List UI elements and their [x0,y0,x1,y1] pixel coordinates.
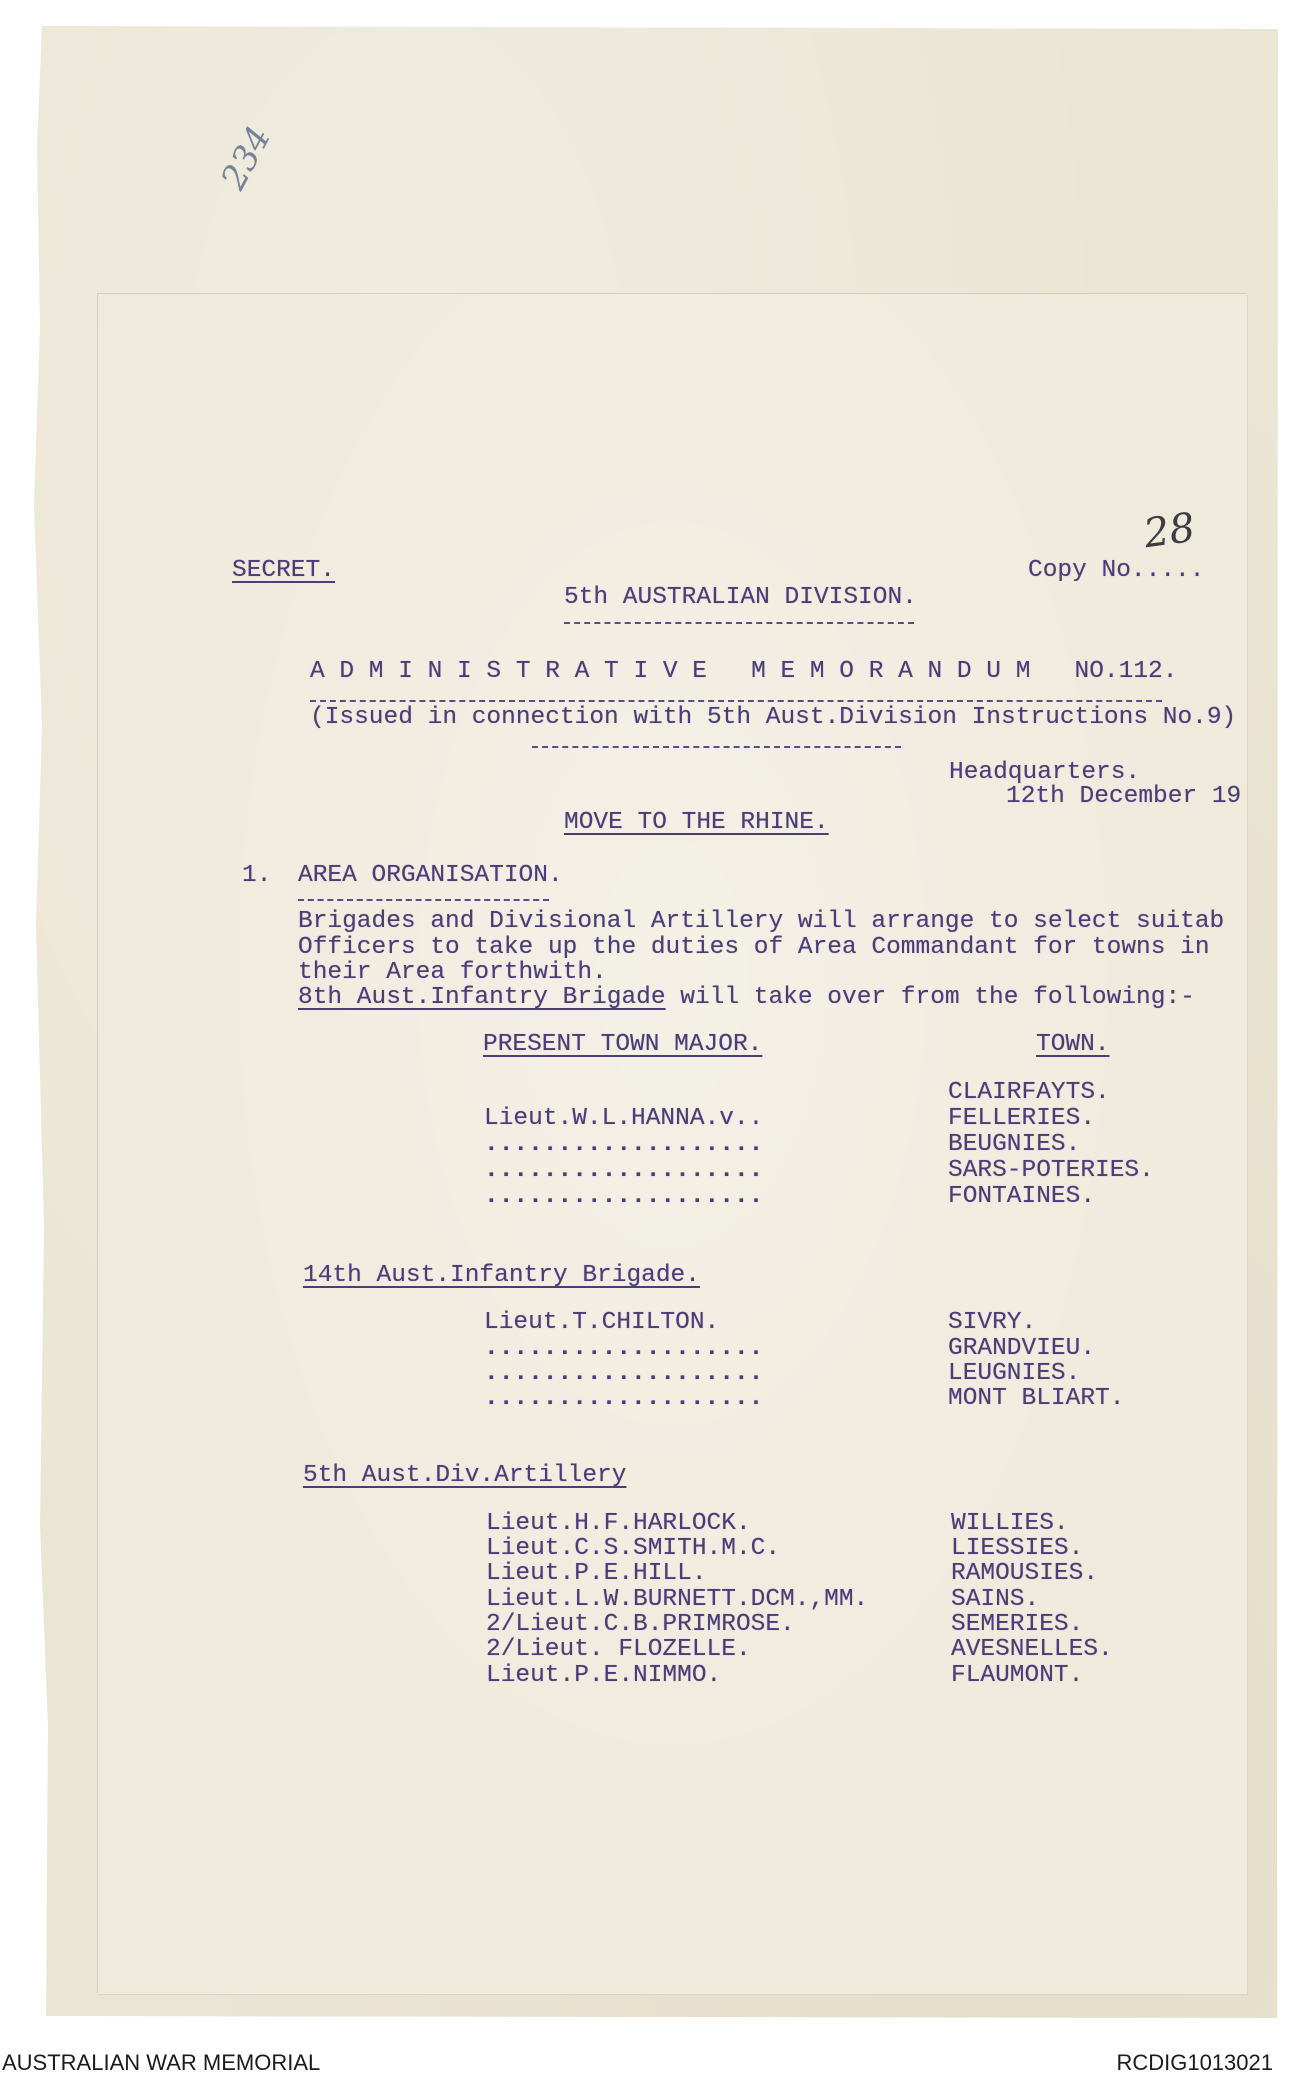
paragraph-line: their Area forthwith. [298,959,607,986]
town-cell: RAMOUSIES. [951,1560,1099,1587]
officer-cell: Lieut.C.S.SMITH.M.C. [486,1535,781,1562]
officer-cell: Lieut.H.F.HARLOCK. [486,1510,751,1537]
town-cell: LIESSIES. [951,1535,1084,1562]
section-number: 1. [242,862,272,889]
classification: SECRET. [232,557,335,584]
town-cell: AVESNELLES. [951,1636,1113,1663]
officer-cell: Lieut.P.E.NIMMO. [486,1662,722,1689]
town-cell: MONT BLIART. [948,1385,1125,1412]
officer-cell: 2/Lieut. FLOZELLE. [486,1636,751,1663]
officer-placeholder: ................... [484,1131,764,1158]
column-header-town: TOWN. [1036,1031,1110,1058]
memo-title: A D M I N I S T R A T I V E M E M O R A N D U M NO.112. [310,658,1178,685]
issued-note: (Issued in connection with 5th Aust.Division Instructions No.9) [310,704,1237,731]
table-row [0,1637,1306,1663]
officer-placeholder: ................... [484,1385,764,1412]
town-cell: FONTAINES. [948,1183,1096,1210]
table-row [0,1336,1306,1362]
brigade-intro-line [298,985,1195,1011]
officer-placeholder: ................... [484,1335,764,1362]
section-heading: AREA ORGANISATION. [298,862,563,889]
officer-placeholder: ................... [484,1183,764,1210]
handwritten-page-number: 28 [1141,504,1198,558]
column-header-officer: PRESENT TOWN MAJOR. [483,1031,763,1058]
date: 12th December 19 [1006,783,1242,810]
brigade-name: 8th Aust.Infantry Brigade [298,984,666,1011]
handwritten-folio-number: 234 [213,119,280,197]
group-title: 5th Aust.Div.Artillery [303,1462,627,1489]
table-row [0,1511,1306,1537]
table-row [0,1184,1306,1210]
officer-cell: Lieut.L.W.BURNETT.DCM.,MM. [486,1586,869,1613]
officer-cell: Lieut.T.CHILTON. [484,1309,720,1336]
section-heading-rule [298,899,549,901]
officer-placeholder: ................... [484,1157,764,1184]
origin: Headquarters. [949,759,1141,786]
paragraph-line: Brigades and Divisional Artillery will arrange to select suitab [298,908,1225,935]
table-row [0,1361,1306,1387]
table-row [0,1106,1306,1132]
town-cell: LEUGNIES. [948,1360,1081,1387]
officer-cell: Lieut.W.L.HANNA.v.. [484,1105,764,1132]
town-cell: WILLIES. [951,1510,1069,1537]
subject: MOVE TO THE RHINE. [564,809,829,836]
officer-cell: Lieut.P.E.HILL. [486,1560,707,1587]
footer-institution: AUSTRALIAN WAR MEMORIAL [2,2050,321,2075]
officer-cell: 2/Lieut.C.B.PRIMROSE. [486,1611,795,1638]
group-title: 14th Aust.Infantry Brigade. [303,1262,700,1289]
footer-record-id: RCDIG1013021 [1116,2050,1273,2075]
paragraph-line: Officers to take up the duties of Area Commandant for towns in [298,934,1210,961]
table-row [0,1132,1306,1158]
town-cell: FELLERIES. [948,1105,1096,1132]
table-row [0,1536,1306,1562]
copy-number: Copy No..... [1028,557,1205,584]
table-row [0,1663,1306,1689]
division-rule [564,622,914,624]
table-row [0,1587,1306,1613]
town-cell: CLAIRFAYTS. [948,1079,1110,1106]
town-cell: SARS-POTERIES. [948,1157,1154,1184]
officer-placeholder: ................... [484,1360,764,1387]
town-cell: BEUGNIES. [948,1131,1081,1158]
division-name: 5th AUSTRALIAN DIVISION. [564,584,917,611]
town-cell: SAINS. [951,1586,1040,1613]
table-row [0,1561,1306,1587]
town-cell: GRANDVIEU. [948,1335,1096,1362]
table-row [0,1158,1306,1184]
town-cell: FLAUMONT. [951,1662,1084,1689]
title-rule [310,700,1162,702]
table-row [0,1612,1306,1638]
issued-rule [532,746,901,748]
table-row [0,1080,1306,1106]
brigade-intro-text: will take over from the following:- [665,984,1195,1011]
table-row [0,1310,1306,1336]
table-row [0,1386,1306,1412]
town-cell: SIVRY. [948,1309,1037,1336]
town-cell: SEMERIES. [951,1611,1084,1638]
